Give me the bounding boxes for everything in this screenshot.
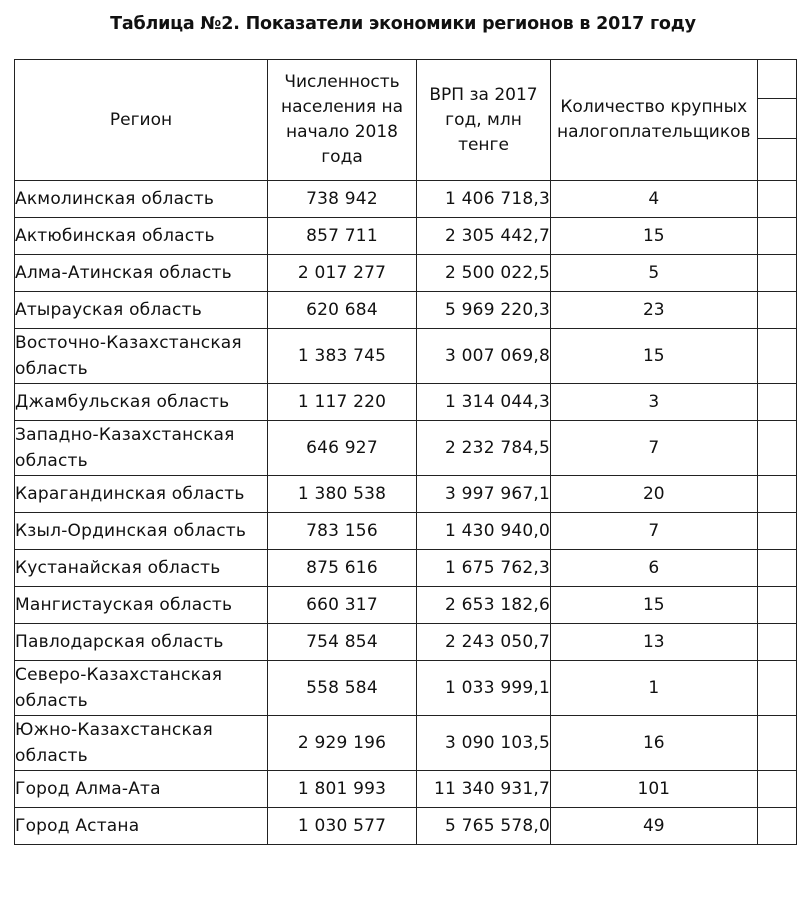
table-row xyxy=(15,716,797,771)
cell-taxpayers: 23 xyxy=(551,292,758,329)
cell-extra xyxy=(757,255,796,292)
economy-table xyxy=(14,59,797,845)
cell-region: Западно-Казахстанская область xyxy=(15,421,268,476)
cell-region: Акмолинская область xyxy=(15,181,268,218)
cell-extra xyxy=(757,661,796,716)
cell-population: 1 380 538 xyxy=(268,476,417,513)
cell-extra xyxy=(757,771,796,808)
table-row xyxy=(15,624,797,661)
cell-gdp: 2 243 050,7 xyxy=(417,624,551,661)
cell-gdp: 2 232 784,5 xyxy=(417,421,551,476)
cell-population: 2 929 196 xyxy=(268,716,417,771)
table-row xyxy=(15,808,797,845)
header-row xyxy=(15,60,797,181)
cell-gdp: 5 765 578,0 xyxy=(417,808,551,845)
cell-region: Карагандинская область xyxy=(15,476,268,513)
cell-taxpayers: 16 xyxy=(551,716,758,771)
cell-population: 738 942 xyxy=(268,181,417,218)
cell-extra xyxy=(757,476,796,513)
cell-population: 875 616 xyxy=(268,550,417,587)
cell-population: 1 030 577 xyxy=(268,808,417,845)
cell-taxpayers: 13 xyxy=(551,624,758,661)
cell-region: Южно-Казахстанская область xyxy=(15,716,268,771)
cell-region: Алма-Атинская область xyxy=(15,255,268,292)
cell-population: 1 117 220 xyxy=(268,384,417,421)
table-row xyxy=(15,661,797,716)
cell-extra xyxy=(757,716,796,771)
cell-taxpayers: 6 xyxy=(551,550,758,587)
cell-extra xyxy=(757,384,796,421)
cell-gdp: 1 675 762,3 xyxy=(417,550,551,587)
cell-population: 1 801 993 xyxy=(268,771,417,808)
cell-gdp: 1 314 044,3 xyxy=(417,384,551,421)
cell-extra xyxy=(757,421,796,476)
table-body xyxy=(15,181,797,845)
cell-population: 558 584 xyxy=(268,661,417,716)
cell-extra xyxy=(757,513,796,550)
header-extra-column xyxy=(757,60,796,181)
table-row xyxy=(15,513,797,550)
cell-region: Город Алма-Ата xyxy=(15,771,268,808)
cell-gdp: 3 007 069,8 xyxy=(417,329,551,384)
cell-region: Джамбульская область xyxy=(15,384,268,421)
table-row xyxy=(15,476,797,513)
cell-population: 660 317 xyxy=(268,587,417,624)
cell-gdp: 1 033 999,1 xyxy=(417,661,551,716)
cell-population: 783 156 xyxy=(268,513,417,550)
table-row xyxy=(15,421,797,476)
cell-extra xyxy=(757,292,796,329)
cell-population: 2 017 277 xyxy=(268,255,417,292)
header-taxpayers: Количество крупных налогоплательщиков xyxy=(551,60,758,181)
cell-extra xyxy=(757,550,796,587)
cell-extra xyxy=(757,181,796,218)
table-row xyxy=(15,771,797,808)
header-population: Численность населения на начало 2018 года xyxy=(268,60,417,181)
table-row xyxy=(15,550,797,587)
table-row xyxy=(15,218,797,255)
table-title: Таблица №2. Показатели экономики регионов в 2017 году xyxy=(110,14,696,34)
table-row xyxy=(15,587,797,624)
cell-taxpayers: 4 xyxy=(551,181,758,218)
cell-extra xyxy=(757,587,796,624)
cell-population: 1 383 745 xyxy=(268,329,417,384)
cell-taxpayers: 101 xyxy=(551,771,758,808)
cell-region: Павлодарская область xyxy=(15,624,268,661)
cell-taxpayers: 7 xyxy=(551,513,758,550)
cell-region: Атырауская область xyxy=(15,292,268,329)
cell-population: 857 711 xyxy=(268,218,417,255)
cell-region: Актюбинская область xyxy=(15,218,268,255)
cell-extra xyxy=(757,329,796,384)
cell-taxpayers: 5 xyxy=(551,255,758,292)
cell-taxpayers: 15 xyxy=(551,218,758,255)
cell-population: 754 854 xyxy=(268,624,417,661)
cell-population: 620 684 xyxy=(268,292,417,329)
cell-region: Кустанайская область xyxy=(15,550,268,587)
cell-gdp: 2 305 442,7 xyxy=(417,218,551,255)
table-row xyxy=(15,384,797,421)
table-row xyxy=(15,329,797,384)
cell-taxpayers: 15 xyxy=(551,329,758,384)
cell-extra xyxy=(757,218,796,255)
cell-gdp: 11 340 931,7 xyxy=(417,771,551,808)
cell-gdp: 2 653 182,6 xyxy=(417,587,551,624)
cell-gdp: 5 969 220,3 xyxy=(417,292,551,329)
cell-extra xyxy=(757,624,796,661)
table-row xyxy=(15,255,797,292)
cell-taxpayers: 49 xyxy=(551,808,758,845)
cell-taxpayers: 1 xyxy=(551,661,758,716)
cell-region: Мангистауская область xyxy=(15,587,268,624)
cell-gdp: 1 430 940,0 xyxy=(417,513,551,550)
cell-population: 646 927 xyxy=(268,421,417,476)
cell-gdp: 3 090 103,5 xyxy=(417,716,551,771)
cell-gdp: 3 997 967,1 xyxy=(417,476,551,513)
header-gdp: ВРП за 2017 год, млн тенге xyxy=(417,60,551,181)
cell-taxpayers: 20 xyxy=(551,476,758,513)
header-region: Регион xyxy=(15,60,268,181)
cell-gdp: 1 406 718,3 xyxy=(417,181,551,218)
cell-extra xyxy=(757,808,796,845)
cell-taxpayers: 15 xyxy=(551,587,758,624)
cell-region: Северо-Казахстанская область xyxy=(15,661,268,716)
cell-taxpayers: 3 xyxy=(551,384,758,421)
table-row xyxy=(15,292,797,329)
cell-taxpayers: 7 xyxy=(551,421,758,476)
cell-region: Кзыл-Ординская область xyxy=(15,513,268,550)
cell-region: Восточно-Казахстанская область xyxy=(15,329,268,384)
cell-region: Город Астана xyxy=(15,808,268,845)
table-row xyxy=(15,181,797,218)
cell-gdp: 2 500 022,5 xyxy=(417,255,551,292)
